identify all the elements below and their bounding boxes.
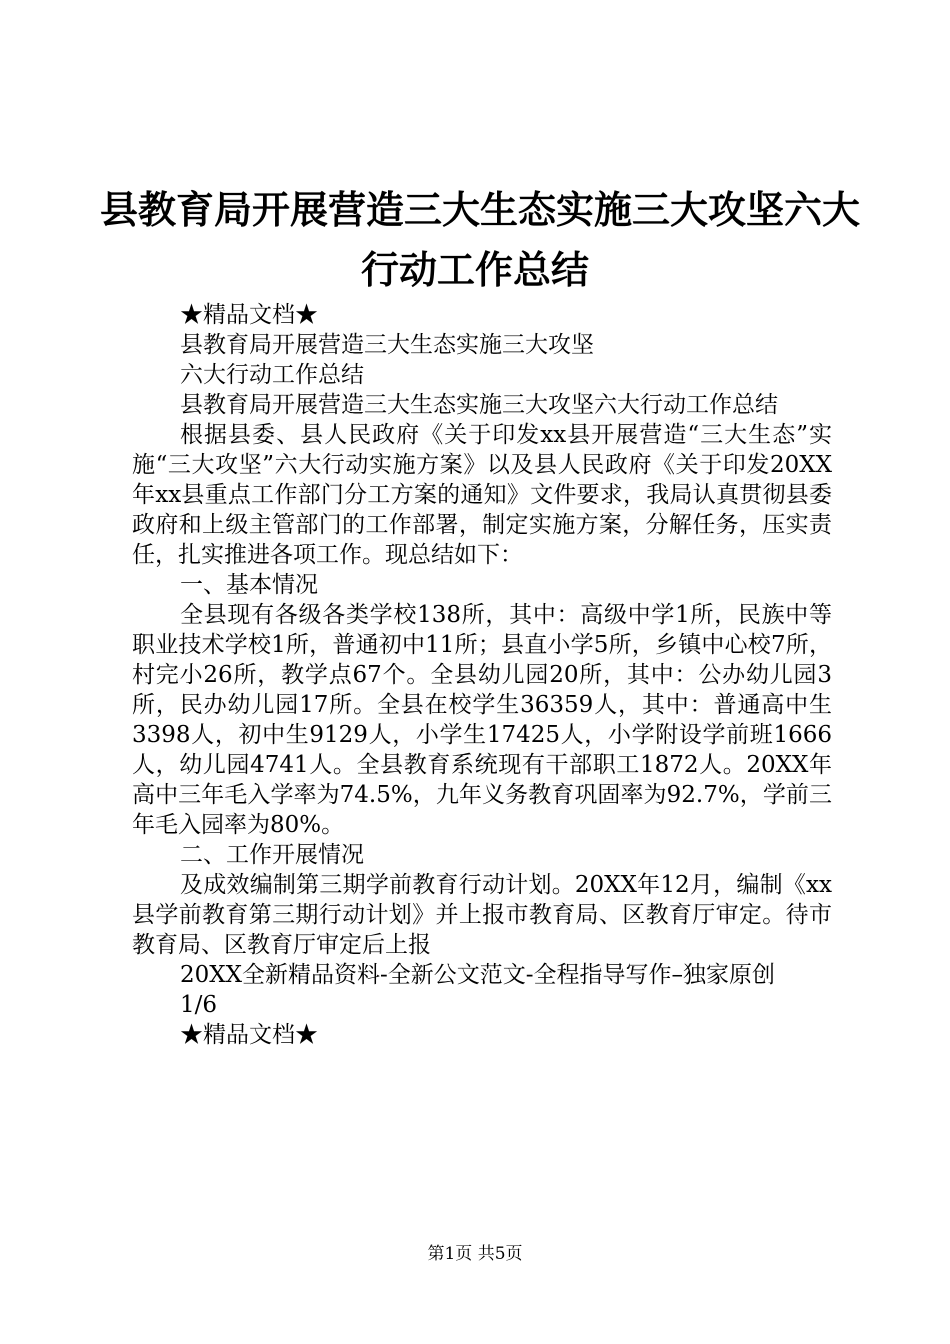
page-footer: 第1页 共5页 [427,1244,523,1264]
document-title-line-2: 行动工作总结 [360,247,589,292]
subtitle-line-1: 县教育局开展营造三大生态实施三大攻坚 [180,332,594,358]
page-fraction: 1/6 [180,992,218,1018]
paragraph-work-progress: 及成效编制第三期学前教育行动计划。20XX年12月，编制《xx县学前教育第三期行动计划》并上报市教育局、区教育厅审定。待市教育局、区教育厅审定后上报 [132,872,832,958]
document-body [132,300,832,1050]
subtitle-line-2: 六大行动工作总结 [180,362,364,388]
document-title-line-1: 县教育局开展营造三大生态实施三大攻坚六大 [100,187,861,232]
paragraph-basic-situation: 全县现有各级各类学校138所，其中：高级中学1所，民族中等职业技术学校1所，普通初中11所；县直小学5所，乡镇中心校7所，村完小26所，教学点67个。全县幼儿园20所，其中：公办幼儿园3所，民办幼儿园17所。全县在校学生36359人，其中：普通高中生3398人，初中生9129人，小学生17425人，小学附设学前班1666人，幼儿园4741人。全县教育系统现有干部职工1872人。20XX年高中三年毛入学率为74.5%，九年义务教育巩固率为92.7%，学前三年毛入园率为80%。 [132,602,832,838]
paragraph-intro: 根据县委、县人民政府《关于印发xx县开展营造“三大生态”实施“三大攻坚”六大行动实施方案》以及县人民政府《关于印发20XX年xx县重点工作部门分工方案的通知》文件要求，我局认真贯彻县委政府和上级主管部门的工作部署，制定实施方案，分解任务，压实责任，扎实推进各项工作。现总结如下： [132,422,832,568]
paragraph-heading: 县教育局开展营造三大生态实施三大攻坚六大行动工作总结 [180,392,778,418]
section-heading-work: 二、工作开展情况 [180,842,364,868]
quality-badge-text: ★精品文档★ [180,302,318,328]
promo-line: 20XX全新精品资料-全新公文范文-全程指导写作–独家原创 [180,962,776,988]
section-heading-basic: 一、基本情况 [180,572,318,598]
quality-badge-text-2: ★精品文档★ [180,1022,318,1048]
